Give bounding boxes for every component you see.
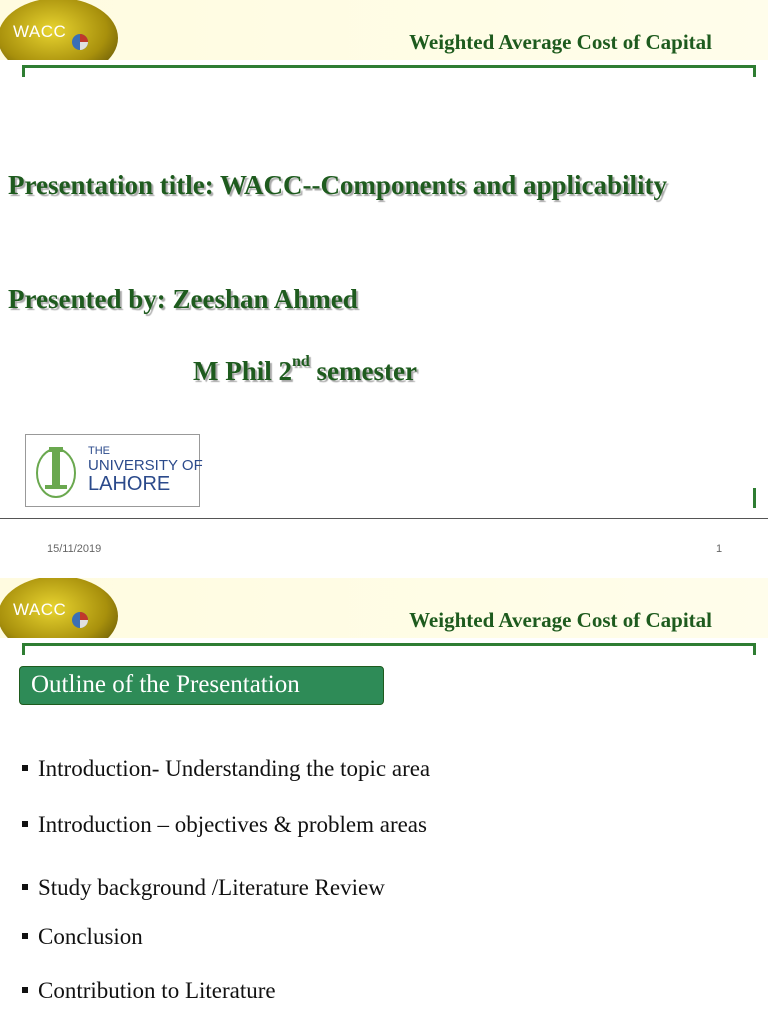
university-logo-line2: UNIVERSITY OF — [88, 457, 203, 474]
list-item — [22, 812, 427, 838]
list-item — [22, 978, 276, 1004]
semester-line — [193, 353, 417, 387]
bullet-icon — [22, 821, 28, 827]
university-logo-line3: LAHORE — [88, 473, 171, 495]
slide-2 — [0, 578, 768, 1024]
university-logo-line1: THE — [88, 445, 110, 457]
university-logo — [25, 434, 203, 507]
bullet-icon — [22, 987, 28, 993]
list-item-text: Study background /Literature Review — [38, 875, 385, 900]
list-item — [22, 924, 143, 950]
outline-heading-box — [19, 666, 384, 705]
outline-heading: Outline of the Presentation — [31, 671, 300, 698]
list-item — [22, 875, 385, 901]
rule-tick-right — [753, 65, 756, 77]
header-rule — [22, 65, 756, 68]
logo-text: WACC — [13, 22, 67, 41]
list-item-text: Introduction- Understanding the topic area — [38, 756, 431, 781]
list-item-text: Contribution to Literature — [38, 978, 276, 1003]
wacc-logo — [0, 0, 118, 60]
header-title: Weighted Average Cost of Capital — [409, 30, 712, 54]
presentation-title: Presentation title: WACC--Components and applicability — [8, 170, 668, 200]
rule-tick-right — [753, 643, 756, 655]
presented-by: Presented by: Zeeshan Ahmed — [8, 284, 358, 314]
semester-sup: nd — [292, 353, 310, 370]
header-rule — [22, 643, 756, 646]
bullet-icon — [22, 884, 28, 890]
footer-date: 15/11/2019 — [47, 543, 102, 555]
bullet-icon — [22, 765, 28, 771]
logo-text: WACC — [13, 600, 67, 619]
rule-tick-left — [22, 643, 25, 655]
list-item — [22, 756, 430, 782]
semester-prefix: M Phil 2 — [193, 356, 292, 386]
semester-suffix: semester — [309, 356, 417, 386]
list-item-text: Introduction – objectives & problem areas — [38, 812, 427, 837]
header-title: Weighted Average Cost of Capital — [409, 608, 712, 632]
rule-tick-left — [22, 65, 25, 77]
side-tick-right — [753, 488, 756, 508]
page-number: 1 — [716, 543, 723, 555]
bullet-icon — [22, 933, 28, 939]
slide-divider — [0, 518, 768, 519]
wacc-logo — [0, 578, 118, 638]
list-item-text: Conclusion — [38, 924, 143, 949]
